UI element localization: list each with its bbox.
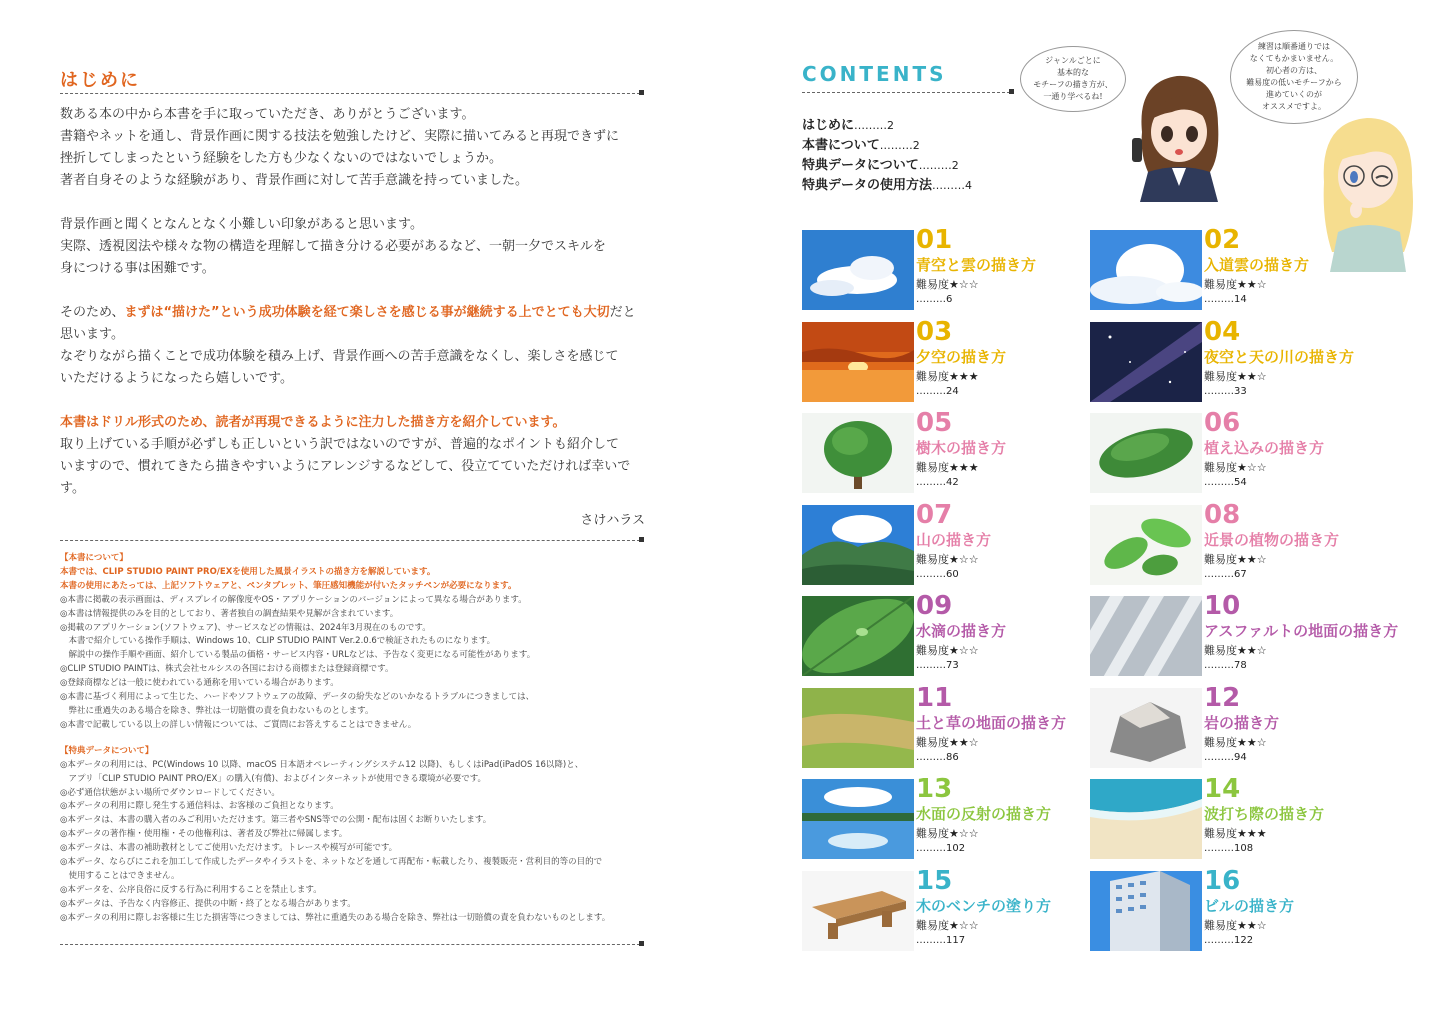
entry-page: ………6 <box>916 294 953 305</box>
about-emphasis: 本書では、CLIP STUDIO PAINT PRO/EXを使用した風景イラストの描き方を解説しています。 <box>60 566 436 577</box>
bubble-line: 難易度の低いモチーフから <box>1246 78 1342 87</box>
entry-page: ………54 <box>1204 477 1247 488</box>
entry-number: 11 <box>916 682 953 713</box>
contents-entry[interactable] <box>1090 225 1390 310</box>
entry-difficulty: 難易度★★★ <box>1204 827 1267 840</box>
note-line: 弊社に重過失のある場合を除き、弊社は一切賠償の責を負わないものとします。 <box>60 705 374 716</box>
note-line: ◎登録商標などは一般に使われている通称を用いている場合があります。 <box>60 678 339 689</box>
intro-line: 思います。 <box>60 327 124 342</box>
entry-difficulty: 難易度★★☆ <box>1204 278 1267 291</box>
toc-label: 本書について <box>802 138 880 153</box>
bubble-line: 練習は順番通りでは <box>1257 42 1330 51</box>
note-line: ◎本書に掲載の表示画面は、ディスプレイの解像度やOS・アプリケーションのバージョンによって異なる場合があります。 <box>60 594 527 605</box>
entry-page: ………67 <box>1204 568 1247 580</box>
notes-block <box>60 552 645 926</box>
note-line: ◎掲載のアプリケーション(ソフトウェア)、サービスなどの情報は、2024年3月現在のものです。 <box>60 622 431 633</box>
contents-entry[interactable] <box>1090 865 1390 951</box>
bonus-notes <box>60 759 645 926</box>
intro-line: 数ある本の中から本書を手に取っていただき、ありがとうございます。 <box>60 107 475 122</box>
note-line: ◎本データは、本書の補助教材としてご使用いただけます。トレースや模写が可能です。 <box>60 843 398 854</box>
entry-number: 03 <box>916 316 953 347</box>
intro-line: す。 <box>60 481 85 496</box>
entry-difficulty: 難易度★★☆ <box>1204 369 1267 383</box>
entry-number: 15 <box>916 865 953 896</box>
entry-number: 12 <box>1204 682 1241 713</box>
contents-entry[interactable] <box>802 682 1102 768</box>
toc-item[interactable] <box>802 136 972 156</box>
note-line: ◎本データは、本書の購入者のみご利用いただけます。第三者やSNS等での公開・配布は固くお断りいたします。 <box>60 815 492 826</box>
intro-line: いますので、慣れてきたら描きやすいようにアレンジするなどして、役立てていただければ幸いで <box>60 459 631 474</box>
entry-difficulty: 難易度★☆☆ <box>916 827 979 840</box>
contents-entry[interactable] <box>802 408 1102 493</box>
entry-title: 近景の植物の描き方 <box>1204 530 1340 549</box>
intro-paragraph-1 <box>60 104 645 192</box>
note-line: ◎本データの利用には、PC(Windows 10 以降、macOS 日本語オペレーティングシステム12 以降)、もしくはiPad(iPadOS 16以降)と、 <box>60 759 584 770</box>
note-line: 使用することはできません。 <box>60 870 180 881</box>
entry-number: 13 <box>916 774 953 804</box>
entry-difficulty: 難易度★★★ <box>916 461 979 474</box>
bubble-line: 初心者の方は、 <box>1265 66 1322 75</box>
entry-page: ………86 <box>916 751 959 763</box>
entry-title: 夕空の描き方 <box>916 347 1007 366</box>
bubble-line: 一通り学べるね! <box>1043 92 1103 101</box>
entry-page: ………14 <box>1204 294 1247 305</box>
entry-difficulty: 難易度★☆☆ <box>916 552 979 566</box>
contents-entry[interactable] <box>802 774 1102 859</box>
toc-page: ………2 <box>918 159 959 172</box>
note-line: ◎本書で記載している以上の詳しい情報については、ご質問にお答えすることはできません。 <box>60 719 417 730</box>
author-signature: さけハラス <box>580 513 645 528</box>
bubble-line: モチーフの描き方が、 <box>1033 80 1113 89</box>
entry-difficulty: 難易度★★☆ <box>1204 735 1267 749</box>
note-line: 本書で紹介している操作手順は、Windows 10、CLIP STUDIO PAINT Ver.2.0.6で検証されたものになります。 <box>60 636 496 647</box>
intro-paragraph-3 <box>60 302 645 390</box>
tree-thumbnail <box>802 413 914 493</box>
rock-thumbnail <box>1090 688 1202 768</box>
toc-label: はじめに <box>802 118 855 133</box>
entry-title: アスファルトの地面の描き方 <box>1204 622 1399 640</box>
entry-number: 04 <box>1204 316 1241 347</box>
entry-difficulty: 難易度★★★ <box>916 369 979 383</box>
notes-divider-bottom <box>60 944 640 945</box>
toc-page: ………2 <box>854 119 895 132</box>
entry-title: 山の描き方 <box>916 530 992 549</box>
contents-entry[interactable] <box>802 499 1102 585</box>
night-thumbnail <box>1090 322 1202 402</box>
entry-difficulty: 難易度★☆☆ <box>916 278 979 291</box>
entry-title: 植え込みの描き方 <box>1204 439 1325 457</box>
entry-title: 木のベンチの塗り方 <box>916 896 1052 915</box>
lake-thumbnail <box>802 779 914 859</box>
bench-thumbnail <box>802 871 914 951</box>
entry-title: 水滴の描き方 <box>916 622 1007 640</box>
bush-thumbnail <box>1090 413 1202 493</box>
asphalt-thumbnail <box>1090 596 1202 676</box>
entry-title: 岩の描き方 <box>1204 713 1280 732</box>
contents-entry[interactable] <box>802 591 1102 676</box>
note-line: ◎必ず通信状態がよい場所でダウンロードしてください。 <box>60 787 280 798</box>
about-emphasis: 本書の使用にあたっては、上記ソフトウェアと、ペンタブレット、筆圧感知機能が付いたタッチペンが必要になります。 <box>60 580 517 591</box>
toc-page: ………4 <box>932 179 973 192</box>
entry-page: ………73 <box>916 660 959 671</box>
entry-title: 入道雲の描き方 <box>1204 256 1310 274</box>
entry-page: ………60 <box>916 568 959 580</box>
entry-page: ………117 <box>916 934 966 946</box>
toc-list <box>802 116 972 196</box>
intro-text: そのため、 <box>60 305 125 320</box>
intro-paragraph-2 <box>60 214 645 280</box>
intro-line: 書籍やネットを通し、背景作画に関する技法を勉強したけど、実際に描いてみると再現できずに <box>60 129 620 144</box>
bonus-heading: 【特典データについて】 <box>60 745 154 756</box>
contents-entry[interactable] <box>1090 499 1390 585</box>
contents-entry[interactable] <box>1090 316 1390 402</box>
entry-title: ビルの描き方 <box>1204 896 1295 915</box>
note-line: ◎本データの著作権・使用権・その他権利は、著者及び弊社に帰属します。 <box>60 829 348 840</box>
bubble-line: オススメですよ。 <box>1262 102 1326 111</box>
toc-item[interactable] <box>802 116 972 136</box>
toc-item[interactable] <box>802 176 972 196</box>
entry-page: ………122 <box>1204 934 1254 946</box>
entry-title: 水面の反射の描き方 <box>916 805 1052 823</box>
contents-entry[interactable] <box>1090 774 1390 859</box>
entry-difficulty: 難易度★☆☆ <box>1204 461 1267 474</box>
note-line: ◎本データを、公序良俗に反する行為に利用することを禁止します。 <box>60 884 322 895</box>
sunset-thumbnail <box>802 322 914 402</box>
entry-number: 14 <box>1204 774 1241 804</box>
intro-line: 著者自身そのような経験があり、背景作画に対して苦手意識を持っていました。 <box>60 173 529 188</box>
entry-number: 01 <box>916 225 953 255</box>
intro-line: いただけるようになったら嬉しいです。 <box>60 371 293 386</box>
beach-thumbnail <box>1090 779 1202 859</box>
entry-title: 土と草の地面の描き方 <box>916 713 1067 732</box>
contents-entry[interactable] <box>1090 591 1399 676</box>
entry-page: ………94 <box>1204 751 1247 763</box>
note-line: ◎本データの利用に際し発生する通信料は、お客様のご負担となります。 <box>60 801 339 812</box>
note-line: ◎本書は情報提供のみを目的としており、著者独自の調査結果や見解が含まれています。 <box>60 608 399 619</box>
contents-title: CONTENTS <box>802 62 947 86</box>
contents-divider <box>802 92 1010 93</box>
note-line: アプリ「CLIP STUDIO PAINT PRO/EX」の購入(有償)、およびインターネットが使用できる環境が必要です。 <box>60 773 487 784</box>
entry-difficulty: 難易度★★☆ <box>1204 644 1267 657</box>
entry-title: 波打ち際の描き方 <box>1204 805 1325 823</box>
entry-page: ………42 <box>916 477 959 488</box>
intro-line: 実際、透視図法や様々な物の構造を理解して描き分ける必要があるなど、一朝一夕でスキルを <box>60 239 606 254</box>
bubble-line: 基本的な <box>1056 68 1089 77</box>
grass-thumbnail <box>802 688 914 768</box>
entry-number: 06 <box>1204 408 1241 438</box>
building-thumbnail <box>1090 871 1202 951</box>
entry-page: ………24 <box>916 385 959 397</box>
note-line: ◎本データの利用に際しお客様に生じた損害等につきましては、弊社に重過失のある場合を除き、弊社は一切賠償の責を負わないものとします。 <box>60 912 611 923</box>
entry-number: 08 <box>1204 499 1241 530</box>
sky-thumbnail <box>802 230 914 310</box>
intro-line: 取り上げている手順が必ずしも正しいという訳ではないのですが、普遍的なポイントも紹介して <box>60 437 620 452</box>
bubble-line: 進めていくのが <box>1265 90 1322 99</box>
entry-difficulty: 難易度★★☆ <box>916 735 979 749</box>
contents-entry[interactable] <box>802 225 1102 310</box>
about-notes <box>60 594 645 733</box>
mountain-thumbnail <box>802 505 914 585</box>
leaf-thumbnail <box>802 596 914 676</box>
intro-text: だと <box>609 305 636 320</box>
entry-page: ………102 <box>916 843 966 854</box>
entry-title: 青空と雲の描き方 <box>916 256 1037 274</box>
contents-entry[interactable] <box>802 865 1102 951</box>
notes-divider-top <box>60 540 640 541</box>
bubble-line: なくてもかまいません。 <box>1249 54 1339 63</box>
contents-entry[interactable] <box>1090 408 1390 493</box>
title-divider <box>60 93 640 94</box>
intro-highlight: 本書はドリル形式のため、読者が再現できるように注力した描き方を紹介しています。 <box>60 415 566 430</box>
about-heading: 【本書について】 <box>60 553 128 563</box>
entry-number: 16 <box>1204 865 1241 896</box>
entry-page: ………108 <box>1204 843 1254 854</box>
note-line: 解説中の操作手順や画面、紹介している製品の価格・サービス内容・URLなどは、予告なく変更になる可能性があります。 <box>60 650 536 661</box>
entry-difficulty: 難易度★★☆ <box>1204 918 1267 932</box>
intro-line: 挫折してしまったという経験をした方も少なくないのではないでしょうか。 <box>60 151 503 166</box>
entry-number: 10 <box>1204 591 1241 621</box>
contents-entry[interactable] <box>802 316 1102 402</box>
entry-difficulty: 難易度★☆☆ <box>916 918 979 932</box>
entry-difficulty: 難易度★★☆ <box>1204 552 1267 566</box>
intro-body <box>60 104 645 532</box>
toc-label: 特典データの使用方法 <box>802 178 933 193</box>
entry-page: ………78 <box>1204 660 1247 671</box>
note-line: ◎CLIP STUDIO PAINTは、株式会社セルシスの各国における商標または登録商標です。 <box>60 664 394 675</box>
intro-line: 背景作画と聞くとなんとなく小難しい印象があると思います。 <box>60 217 423 232</box>
intro-line: 身につける事は困難です。 <box>60 261 215 276</box>
plant-thumbnail <box>1090 505 1202 585</box>
intro-paragraph-4 <box>60 412 645 500</box>
character-brown-hair-illustration <box>1122 62 1232 202</box>
contents-entry[interactable] <box>1090 682 1390 768</box>
entry-page: ………33 <box>1204 385 1247 397</box>
entry-title: 樹木の描き方 <box>916 439 1007 457</box>
toc-label: 特典データについて <box>802 158 919 173</box>
note-line: ◎本データは、予告なく内容修正、提供の中断・終了となる場合があります。 <box>60 898 356 909</box>
entry-number: 09 <box>916 591 953 621</box>
entry-number: 07 <box>916 499 953 530</box>
speech-bubble-left <box>1020 46 1126 112</box>
intro-line: なぞりながら描くことで成功体験を積み上げ、背景作画への苦手意識をなくし、楽しさを感じて <box>60 349 619 364</box>
note-line: ◎本データ、ならびにこれを加工して作成したデータやイラストを、ネットなどを通して再配布・転載したり、複製販売・営利目的等の目的で <box>60 857 603 868</box>
toc-page: ………2 <box>879 139 920 152</box>
entry-title: 夜空と天の川の描き方 <box>1204 347 1355 366</box>
intro-highlight: まずは“描けた”という成功体験を経て楽しさを感じる事が継続する上でとても大切 <box>124 305 610 320</box>
intro-title: はじめに <box>60 70 140 91</box>
right-page <box>722 0 1445 1020</box>
cumulus-thumbnail <box>1090 230 1202 310</box>
note-line: ◎本書に基づく利用によって生じた、ハードやソフトウェアの故障、データの紛失などのいかなるトラブルにつきましては、 <box>60 692 535 703</box>
bubble-line: ジャンルごとに <box>1045 56 1101 65</box>
left-page <box>0 0 722 1020</box>
entry-number: 02 <box>1204 225 1241 255</box>
entry-difficulty: 難易度★☆☆ <box>916 644 979 657</box>
toc-item[interactable] <box>802 156 972 176</box>
entry-number: 05 <box>916 408 953 438</box>
